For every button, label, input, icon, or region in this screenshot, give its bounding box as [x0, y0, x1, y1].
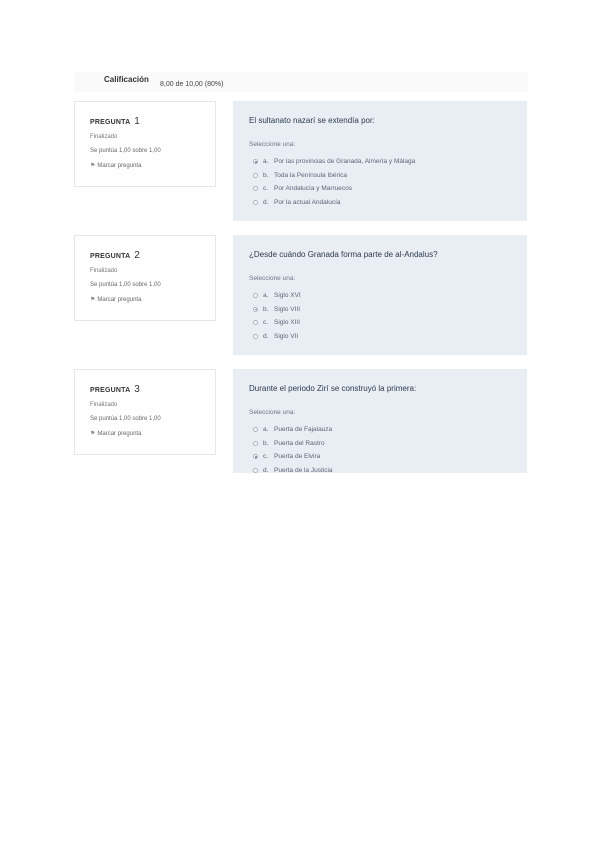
flag-question-link[interactable]	[90, 296, 141, 303]
option-letter: c.	[263, 453, 269, 461]
flag-label: Marcar pregunta	[97, 297, 142, 303]
radio-button[interactable]	[253, 307, 258, 312]
option-letter: c.	[263, 319, 269, 327]
answer-option-b[interactable]	[253, 303, 301, 317]
option-text: Por la actual Andalucía	[274, 198, 341, 206]
option-letter: b.	[263, 439, 269, 447]
option-text: Puerta de Elvira	[274, 453, 321, 461]
question-number: 3	[134, 384, 141, 395]
answer-option-c[interactable]	[253, 316, 301, 330]
flag-icon: ⚑	[90, 297, 96, 303]
radio-button[interactable]	[253, 468, 258, 473]
answer-option-b[interactable]	[253, 437, 333, 451]
radio-button[interactable]	[253, 334, 258, 339]
radio-button[interactable]	[253, 427, 258, 432]
question-info-1	[74, 101, 216, 187]
question-number: 2	[134, 250, 141, 261]
question-state: Finalizado	[90, 134, 118, 140]
option-text: Por las provincias de Granada, Almería y Málaga	[274, 158, 416, 166]
question-title: PREGUNTA 3	[90, 384, 141, 395]
answer-option-d[interactable]	[253, 196, 415, 210]
question-content-2	[233, 235, 527, 355]
select-prompt: Seleccione una:	[249, 141, 296, 148]
question-grade: Se puntúa 1,00 sobre 1,00	[90, 416, 161, 422]
select-prompt: Seleccione una:	[249, 275, 296, 282]
grade-label: Calificación	[104, 75, 149, 84]
option-letter: a.	[263, 158, 269, 166]
question-title: PREGUNTA 1	[90, 116, 141, 127]
answer-option-d[interactable]	[253, 464, 333, 478]
radio-button[interactable]	[253, 173, 258, 178]
question-state: Finalizado	[90, 402, 118, 408]
question-text: El sultanato nazarí se extendía por:	[249, 116, 375, 125]
answer-option-a[interactable]	[253, 289, 301, 303]
option-text: Puerta de Fajalauza	[274, 426, 333, 434]
radio-button[interactable]	[253, 320, 258, 325]
question-title: PREGUNTA 2	[90, 250, 141, 261]
flag-question-link[interactable]	[90, 430, 141, 437]
option-letter: d.	[263, 198, 269, 206]
flag-icon: ⚑	[90, 163, 96, 169]
option-text: Toda la Península Ibérica	[274, 171, 347, 179]
option-letter: a.	[263, 292, 269, 300]
answer-options	[253, 289, 301, 343]
option-letter: d.	[263, 332, 269, 340]
radio-button[interactable]	[253, 454, 258, 459]
radio-button[interactable]	[253, 293, 258, 298]
option-letter: b.	[263, 305, 269, 313]
option-text: Siglo VII	[274, 332, 299, 340]
question-info-3	[74, 369, 216, 455]
answer-option-a[interactable]	[253, 423, 333, 437]
answer-option-b[interactable]	[253, 169, 415, 183]
option-letter: d.	[263, 466, 269, 474]
flag-icon: ⚑	[90, 431, 96, 437]
option-letter: c.	[263, 185, 269, 193]
select-prompt: Seleccione una:	[249, 409, 296, 416]
answer-option-a[interactable]	[253, 155, 415, 169]
option-text: Puerta del Rastro	[274, 439, 325, 447]
question-text: Durante el periodo Zirí se construyó la primera:	[249, 384, 417, 393]
answer-options	[253, 423, 333, 477]
grade-value: 8,00 de 10,00 (80%)	[160, 81, 224, 88]
radio-button[interactable]	[253, 186, 258, 191]
answer-options	[253, 155, 415, 209]
question-text: ¿Desde cuándo Granada forma parte de al-Andalus?	[249, 250, 438, 259]
question-number: 1	[134, 116, 141, 127]
question-grade: Se puntúa 1,00 sobre 1,00	[90, 148, 161, 154]
question-content-3	[233, 369, 527, 473]
option-text: Siglo XIII	[274, 319, 301, 327]
radio-button[interactable]	[253, 200, 258, 205]
answer-option-d[interactable]	[253, 330, 301, 344]
option-letter: a.	[263, 426, 269, 434]
option-text: Por Andalucía y Marruecos	[274, 185, 353, 193]
option-letter: b.	[263, 171, 269, 179]
radio-button[interactable]	[253, 441, 258, 446]
option-text: Siglo VIII	[274, 305, 301, 313]
question-state: Finalizado	[90, 268, 118, 274]
flag-label: Marcar pregunta	[97, 431, 142, 437]
option-text: Puerta de la Justicia	[274, 466, 333, 474]
option-text: Siglo XVI	[274, 292, 301, 300]
flag-question-link[interactable]	[90, 162, 141, 169]
flag-label: Marcar pregunta	[97, 163, 142, 169]
grade-summary-row	[74, 72, 528, 92]
answer-option-c[interactable]	[253, 182, 415, 196]
question-grade: Se puntúa 1,00 sobre 1,00	[90, 282, 161, 288]
question-content-1	[233, 101, 527, 221]
answer-option-c[interactable]	[253, 450, 333, 464]
question-info-2	[74, 235, 216, 321]
radio-button[interactable]	[253, 159, 258, 164]
